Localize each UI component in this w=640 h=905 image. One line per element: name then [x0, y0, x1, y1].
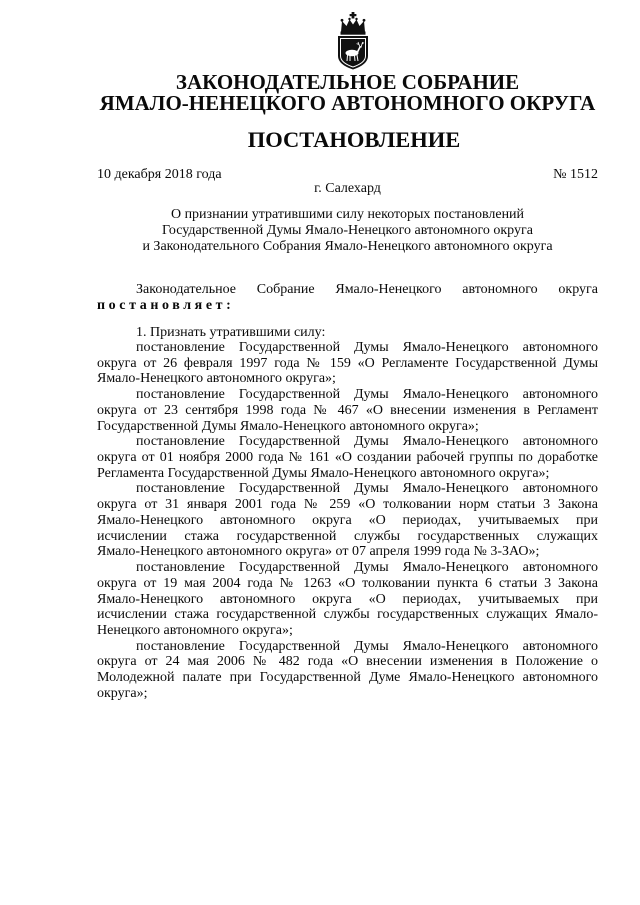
- text-line: Молодежной палате при Государственной Думе Ямало-Ненецкого автономного: [97, 670, 598, 686]
- title-line: Государственной Думы Ямало-Ненецкого автономного округа: [162, 223, 533, 238]
- title-line: и Законодательного Собрания Ямало-Ненецкого автономного округа: [142, 239, 553, 254]
- coat-of-arms-icon: [333, 12, 373, 70]
- text-line: постановление Государственной Думы Ямало-Ненецкого автономного: [136, 560, 598, 576]
- text-line: Ненецкого автономного округа»;: [97, 622, 293, 638]
- document-number: № 1512: [553, 167, 598, 182]
- text-line: исчислении стажа государственной службы государственных служащих: [97, 528, 598, 544]
- preamble-text: Законодательное Собрание Ямало-Ненецкого автономного округа: [136, 282, 598, 297]
- text-line: постановление Государственной Думы Ямало-Ненецкого автономного: [136, 340, 598, 355]
- preamble-verb: постановляет:: [97, 297, 235, 313]
- item-1-heading: 1. Признать утратившими силу:: [136, 325, 326, 340]
- text-line: Ямало-Ненецкого автономного округа «О периодах, учитываемых при: [97, 512, 598, 528]
- paragraph: [97, 387, 598, 434]
- text-line: Ямало-Ненецкого автономного округа» от 07 апреля 1999 года № 3-ЗАО»;: [97, 544, 540, 560]
- crown-icon: [341, 12, 366, 35]
- paragraph: [97, 340, 598, 387]
- document-city: г. Салехард: [314, 181, 381, 196]
- text-line: постановление Государственной Думы Ямало-Ненецкого автономного: [136, 638, 598, 654]
- title-line: О признании утратившими силу некоторых постановлений: [170, 207, 525, 222]
- text-line: Ямало-Ненецкого автономного округа»;: [97, 371, 336, 387]
- text-line: округа от 01 ноября 2000 года № 161 «О создании рабочей группы по доработке: [97, 450, 598, 466]
- paragraph: [97, 560, 598, 639]
- text-line: округа от 19 мая 2004 года № 1263 «О толковании пункта 6 статьи 3 Закона: [97, 575, 598, 591]
- paragraph: [97, 639, 598, 702]
- text-line: Ямало-Ненецкого автономного округа «О периодах, учитываемых при: [97, 591, 598, 607]
- text-line: Государственной Думы Ямало-Ненецкого автономного округа»;: [97, 418, 479, 434]
- org-name-line-1: ЗАКОНОДАТЕЛЬНОЕ СОБРАНИЕ: [175, 70, 520, 94]
- paragraph: [97, 481, 598, 560]
- text-line: округа от 23 сентября 1998 года № 467 «О внесении изменения в Регламент: [97, 402, 598, 418]
- text-line: постановление Государственной Думы Ямало-Ненецкого автономного: [136, 434, 598, 450]
- text-line: постановление Государственной Думы Ямало-Ненецкого автономного: [136, 387, 598, 403]
- text-line: округа от 31 января 2001 года № 259 «О толковании норм статьи 3 Закона: [97, 497, 598, 513]
- text-line: округа»;: [97, 685, 148, 701]
- paragraph: [97, 434, 598, 481]
- document-body: [97, 340, 598, 702]
- text-line: округа от 24 мая 2006 № 482 года «О внесении изменения в Положение о: [97, 654, 598, 670]
- text-line: округа от 26 февраля 1997 года № 159 «О Регламенте Государственной Думы: [97, 355, 598, 371]
- document-date: 10 декабря 2018 года: [97, 167, 222, 182]
- document-type: ПОСТАНОВЛЕНИЕ: [247, 127, 461, 152]
- item-1: [97, 325, 598, 341]
- org-name-line-2: ЯМАЛО-НЕНЕЦКОГО АВТОНОМНОГО ОКРУГА: [99, 91, 596, 115]
- document-title: [57, 207, 638, 255]
- preamble: [97, 282, 598, 313]
- text-line: исчислении стажа государственной службы государственных служащих Ямало-: [97, 607, 598, 623]
- text-line: Регламента Государственной Думы Ямало-Ненецкого автономного округа»;: [97, 465, 550, 481]
- text-line: постановление Государственной Думы Ямало-Ненецкого автономного: [136, 481, 598, 497]
